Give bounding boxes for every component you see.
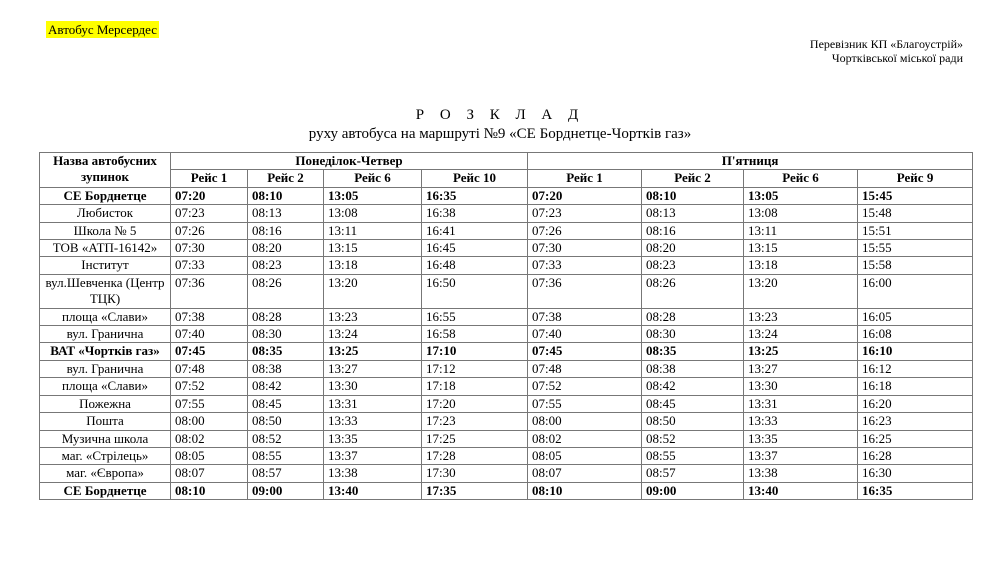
time-cell: 08:00 [171,413,248,430]
time-cell: 07:26 [528,222,642,239]
group-header-mon-thu: Понеділок-Четвер [171,153,528,170]
time-cell: 13:11 [744,222,858,239]
document-title: Р О З К Л А Д [415,107,585,123]
time-cell: 13:37 [744,447,858,464]
time-cell: 16:05 [858,308,973,325]
stop-name-cell: маг. «Європа» [40,465,171,482]
time-cell: 07:52 [171,378,248,395]
time-cell: 13:31 [744,395,858,412]
time-cell: 08:13 [642,205,744,222]
time-cell: 13:05 [324,187,422,204]
table-row [40,482,973,499]
group-header-friday: П'ятниця [528,153,973,170]
time-cell: 08:38 [642,360,744,377]
time-cell: 16:10 [858,343,973,360]
time-cell: 08:52 [642,430,744,447]
time-cell: 16:35 [858,482,973,499]
time-cell: 13:18 [324,257,422,274]
time-cell: 08:10 [171,482,248,499]
time-cell: 08:13 [248,205,324,222]
stop-name-cell: СЕ Борднетце [40,187,171,204]
time-cell: 13:25 [744,343,858,360]
time-cell: 07:33 [171,257,248,274]
time-cell: 07:52 [528,378,642,395]
time-cell: 08:26 [248,274,324,308]
trip-header: Рейс 6 [324,170,422,187]
time-cell: 15:51 [858,222,973,239]
time-cell: 13:15 [744,240,858,257]
time-cell: 07:30 [528,240,642,257]
trip-header: Рейс 2 [248,170,324,187]
time-cell: 13:18 [744,257,858,274]
time-cell: 13:35 [744,430,858,447]
time-cell: 17:25 [422,430,528,447]
carrier-line-2: Чортківської міської ради [831,51,963,65]
time-cell: 13:27 [324,360,422,377]
time-cell: 07:38 [171,308,248,325]
time-cell: 08:20 [642,240,744,257]
time-cell: 15:45 [858,187,973,204]
document-subtitle: руху автобуса на маршруті №9 «СЕ Борднетце-Чортків газ» [308,126,692,142]
time-cell: 08:16 [248,222,324,239]
time-cell: 17:28 [422,447,528,464]
trip-header: Рейс 10 [422,170,528,187]
time-cell: 08:10 [248,187,324,204]
time-cell: 07:45 [528,343,642,360]
time-cell: 13:38 [744,465,858,482]
trip-header: Рейс 1 [171,170,248,187]
time-cell: 08:10 [642,187,744,204]
time-cell: 13:37 [324,447,422,464]
schedule-body [40,187,973,499]
stop-name-cell: Пошта [40,413,171,430]
time-cell: 16:48 [422,257,528,274]
time-cell: 08:07 [528,465,642,482]
time-cell: 13:23 [744,308,858,325]
time-cell: 08:26 [642,274,744,308]
table-row [40,343,973,360]
time-cell: 08:55 [248,447,324,464]
time-cell: 13:20 [744,274,858,308]
time-cell: 08:10 [528,482,642,499]
time-cell: 08:07 [171,465,248,482]
time-cell: 07:55 [171,395,248,412]
time-cell: 08:05 [528,447,642,464]
stop-name-cell: вул. Гранична [40,326,171,343]
time-cell: 08:45 [248,395,324,412]
time-cell: 13:33 [744,413,858,430]
time-cell: 07:36 [528,274,642,308]
trip-header: Рейс 9 [858,170,973,187]
stop-column-header: Назва автобусних зупинок [40,153,171,188]
table-row [40,465,973,482]
table-row [40,326,973,343]
time-cell: 16:30 [858,465,973,482]
stop-name-cell: площа «Слави» [40,378,171,395]
time-cell: 13:31 [324,395,422,412]
time-cell: 07:30 [171,240,248,257]
time-cell: 13:40 [324,482,422,499]
time-cell: 08:35 [642,343,744,360]
table-row [40,187,973,204]
time-cell: 08:52 [248,430,324,447]
time-cell: 08:23 [642,257,744,274]
table-row [40,240,973,257]
time-cell: 16:28 [858,447,973,464]
stop-name-cell: площа «Слави» [40,308,171,325]
time-cell: 08:42 [642,378,744,395]
table-row [40,430,973,447]
time-cell: 16:41 [422,222,528,239]
time-cell: 07:20 [171,187,248,204]
time-cell: 13:40 [744,482,858,499]
time-cell: 16:25 [858,430,973,447]
time-cell: 13:35 [324,430,422,447]
time-cell: 08:05 [171,447,248,464]
time-cell: 13:05 [744,187,858,204]
stop-name-cell: Любисток [40,205,171,222]
table-row [40,308,973,325]
time-cell: 16:35 [422,187,528,204]
time-cell: 08:50 [248,413,324,430]
time-cell: 08:38 [248,360,324,377]
table-row [40,360,973,377]
time-cell: 09:00 [248,482,324,499]
table-row [40,395,973,412]
time-cell: 07:36 [171,274,248,308]
time-cell: 13:08 [744,205,858,222]
time-cell: 09:00 [642,482,744,499]
time-cell: 13:30 [744,378,858,395]
time-cell: 08:16 [642,222,744,239]
time-cell: 08:00 [528,413,642,430]
time-cell: 17:12 [422,360,528,377]
time-cell: 13:23 [324,308,422,325]
table-row [40,205,973,222]
time-cell: 13:08 [324,205,422,222]
stop-name-cell: Музична школа [40,430,171,447]
time-cell: 08:30 [248,326,324,343]
time-cell: 08:20 [248,240,324,257]
stop-name-cell: Інститут [40,257,171,274]
time-cell: 08:28 [248,308,324,325]
time-cell: 08:30 [642,326,744,343]
time-cell: 15:55 [858,240,973,257]
time-cell: 16:55 [422,308,528,325]
time-cell: 08:23 [248,257,324,274]
table-row [40,274,973,308]
table-row [40,257,973,274]
time-cell: 16:45 [422,240,528,257]
carrier-line-1: Перевізник КП «Благоустрій» [809,37,963,51]
stop-name-cell: СЕ Борднетце [40,482,171,499]
time-cell: 08:02 [528,430,642,447]
time-cell: 07:45 [171,343,248,360]
time-cell: 16:12 [858,360,973,377]
time-cell: 07:48 [528,360,642,377]
time-cell: 13:38 [324,465,422,482]
time-cell: 17:20 [422,395,528,412]
time-cell: 07:48 [171,360,248,377]
time-cell: 13:15 [324,240,422,257]
schedule-table [39,152,973,500]
time-cell: 07:23 [528,205,642,222]
time-cell: 07:38 [528,308,642,325]
stop-name-cell: вул.Шевченка (Центр ТЦК) [40,274,171,308]
time-cell: 07:26 [171,222,248,239]
time-cell: 16:23 [858,413,973,430]
table-row [40,222,973,239]
time-cell: 13:20 [324,274,422,308]
trip-header: Рейс 1 [528,170,642,187]
bus-type-label: Автобус Мерсердес [48,22,158,37]
stop-name-cell: ВАТ «Чортків газ» [40,343,171,360]
time-cell: 13:24 [744,326,858,343]
time-cell: 16:58 [422,326,528,343]
time-cell: 17:35 [422,482,528,499]
time-cell: 07:40 [528,326,642,343]
time-cell: 08:02 [171,430,248,447]
time-cell: 16:50 [422,274,528,308]
time-cell: 08:28 [642,308,744,325]
time-cell: 07:55 [528,395,642,412]
time-cell: 13:11 [324,222,422,239]
time-cell: 13:27 [744,360,858,377]
time-cell: 08:55 [642,447,744,464]
time-cell: 16:18 [858,378,973,395]
time-cell: 16:08 [858,326,973,343]
trip-header: Рейс 6 [744,170,858,187]
time-cell: 08:42 [248,378,324,395]
time-cell: 15:48 [858,205,973,222]
time-cell: 13:33 [324,413,422,430]
stop-name-cell: Школа № 5 [40,222,171,239]
time-cell: 08:35 [248,343,324,360]
stop-name-cell: маг. «Стрілець» [40,447,171,464]
header-trip-row [40,170,973,187]
time-cell: 08:57 [248,465,324,482]
time-cell: 13:25 [324,343,422,360]
time-cell: 07:40 [171,326,248,343]
carrier-block [810,37,963,65]
time-cell: 17:10 [422,343,528,360]
time-cell: 17:18 [422,378,528,395]
time-cell: 07:23 [171,205,248,222]
time-cell: 07:33 [528,257,642,274]
stop-name-cell: Пожежна [40,395,171,412]
time-cell: 17:30 [422,465,528,482]
time-cell: 15:58 [858,257,973,274]
time-cell: 16:20 [858,395,973,412]
time-cell: 08:57 [642,465,744,482]
time-cell: 08:45 [642,395,744,412]
table-row [40,378,973,395]
stop-name-cell: вул. Гранична [40,360,171,377]
trip-header: Рейс 2 [642,170,744,187]
table-row [40,447,973,464]
time-cell: 17:23 [422,413,528,430]
time-cell: 07:20 [528,187,642,204]
time-cell: 16:00 [858,274,973,308]
time-cell: 13:30 [324,378,422,395]
header-group-row [40,153,973,170]
time-cell: 13:24 [324,326,422,343]
table-row [40,413,973,430]
time-cell: 16:38 [422,205,528,222]
stop-name-cell: ТОВ «АТП-16142» [40,240,171,257]
time-cell: 08:50 [642,413,744,430]
